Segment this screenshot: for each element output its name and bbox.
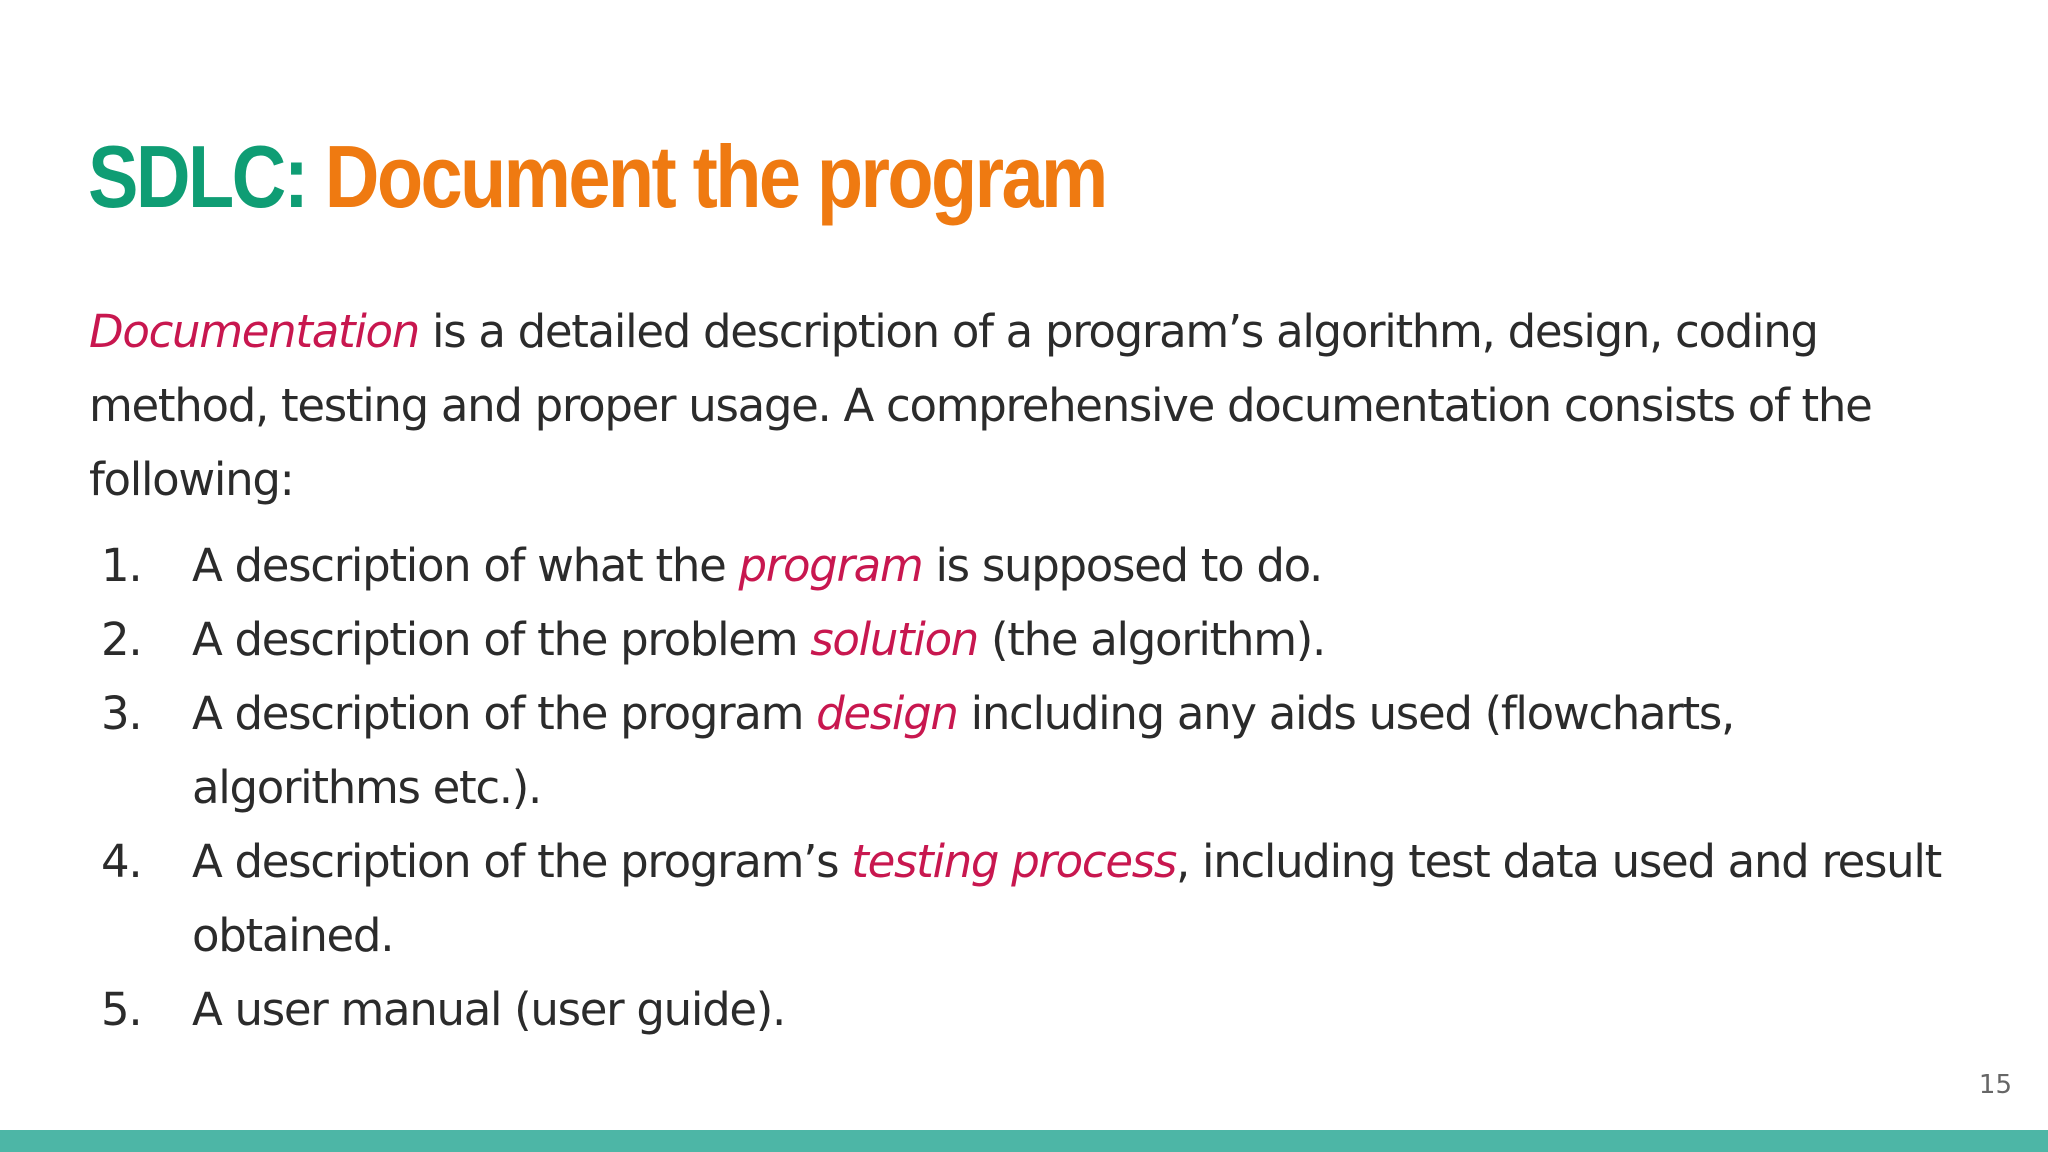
title-prefix: SDLC: — [88, 127, 307, 226]
title-main: Document the program — [324, 127, 1106, 226]
item-text: including any aids used (flowcharts, algorithms etc.). — [192, 687, 1734, 814]
slide-title — [88, 122, 1106, 232]
page-number: 15 — [1978, 1070, 2012, 1100]
slide-content — [89, 295, 1969, 1047]
list-item — [89, 529, 1969, 603]
item-text: A description of the program’s — [192, 835, 852, 888]
item-text: (the algorithm). — [978, 613, 1325, 666]
list-item — [89, 973, 1969, 1047]
item-text: A description of what the — [192, 539, 739, 592]
item-text: , including test data used and result obtained. — [192, 835, 1941, 962]
intro-highlight: Documentation — [89, 305, 420, 358]
item-text: A description of the program — [192, 687, 817, 740]
list-number: 3. — [101, 687, 142, 740]
bottom-accent-bar — [0, 1130, 2048, 1152]
item-highlight: testing process — [851, 835, 1177, 888]
item-text: A user manual (user guide). — [192, 983, 785, 1036]
item-highlight: solution — [810, 613, 979, 666]
list-number: 1. — [101, 539, 142, 592]
documentation-list — [89, 529, 1969, 1047]
list-item — [89, 603, 1969, 677]
list-item — [89, 825, 1969, 973]
intro-text: is a detailed description of a program’s algorithm, design, coding method, testing and proper usage. A comprehensive documentation consists of the following: — [89, 305, 1872, 506]
item-highlight: design — [816, 687, 958, 740]
item-text: is supposed to do. — [922, 539, 1323, 592]
list-number: 4. — [101, 835, 142, 888]
item-highlight: program — [738, 539, 923, 592]
intro-paragraph — [89, 295, 1969, 517]
list-number: 2. — [101, 613, 142, 666]
item-text: A description of the problem — [192, 613, 811, 666]
list-number: 5. — [101, 983, 142, 1036]
list-item — [89, 677, 1969, 825]
